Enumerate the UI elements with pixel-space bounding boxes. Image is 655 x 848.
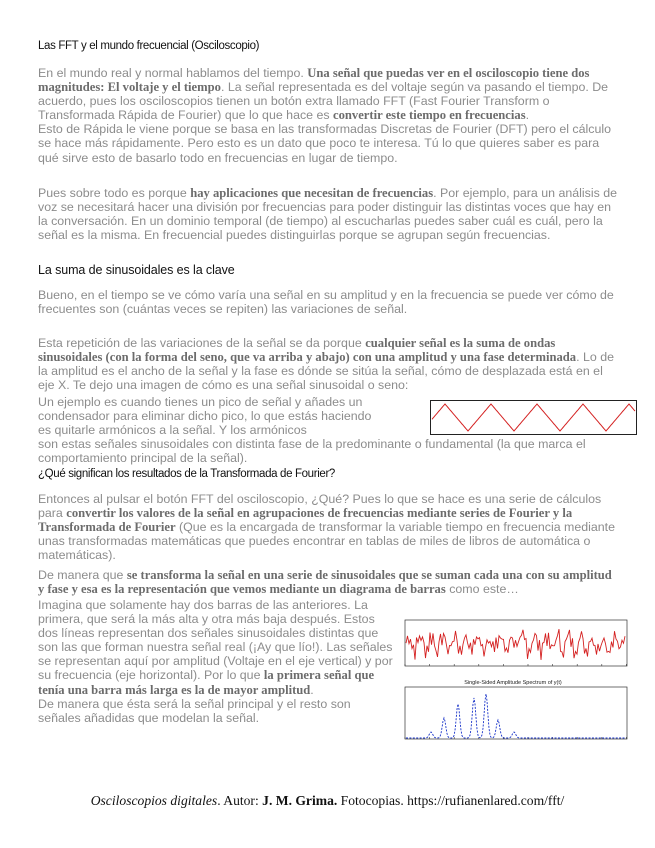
text-run: De manera que <box>38 568 127 582</box>
bold-run: Una señal que puedas ver en el osciloscopio tiene dos magnitudes: El voltaje y el tiempo <box>38 66 590 95</box>
paragraph-tiempo-frecuencia: Bueno, en el tiempo se ve cómo varía una señal en su amplitud y en la frecuencia se puede ver cómo de frecuentes son (cuántas veces se repiten) las variaciones de señal. <box>38 288 614 317</box>
text-run: Esta repetición de las variaciones de la señal se da porque <box>38 336 366 350</box>
heading-fft-mundo-frecuencial: Las FFT y el mundo frecuencial (Osciloscopio) <box>38 40 260 52</box>
paragraph-dos-barras <box>38 598 393 725</box>
bold-run: la primera señal que tenía una barra más larga es la de mayor amplitud <box>38 668 375 697</box>
text-run: Esto de Rápida le viene porque se basa en las transformadas Discretas de Fourier (DFT) pero el cálculo se hace más rápidamente. Pero esto es un dato que poco te interesa. Tú lo que quieres saber es para qué sirve esto de basarlo todo en frecuencias en lugar de tiempo. <box>38 122 612 165</box>
paragraph-repeticion <box>38 336 618 392</box>
paragraph-condensador: Un ejemplo es cuando tienes un pico de señal y añades un condensador para eliminar dicho pico, lo que estás haciendo es quitarle armónicos a la señal. Y los armónicos <box>38 395 372 438</box>
text-run: Pues sobre todo es porque <box>38 186 191 200</box>
text-run: . La señal representada es del voltaje según va pasando el tiempo. De acuerdo, pues los osciloscopios tienen un botón extra llamado FFT (Fast Fourier Transform o Transformada Rápida de Fourier) que lo que hace es <box>38 80 609 123</box>
footer-rest: Fotocopias. https://rufianenlared.com/fft/ <box>337 793 565 808</box>
time-signal-plot <box>393 618 631 676</box>
fft-spectrum-plot <box>393 677 631 749</box>
text-run: . <box>310 682 314 697</box>
text-run: como este… <box>445 582 519 597</box>
paragraph-aplicaciones <box>38 186 618 242</box>
bold-run: se transforma la señal en una serie de sinusoidales que se suman cada una con su amplitud y fase y esa es la representación que vemos mediante un diagrama de barras <box>38 568 612 597</box>
bold-run: convertir este tiempo en frecuencias <box>333 108 526 123</box>
paragraph-intro <box>38 66 618 165</box>
bold-run: cualquier señal es la suma de ondas sinusoidales (con la forma del seno, que va arriba y abajo) con una amplitud y una fase determinada <box>38 336 577 365</box>
footer-author: J. M. Grima. <box>262 793 338 808</box>
footer-sep: . Autor: <box>217 793 263 808</box>
sine-frame <box>431 401 637 435</box>
fft-plot-title: Single-Sided Amplitude Spectrum of y(t) <box>464 680 562 686</box>
text-run: . Por ejemplo, para un análisis de voz se necesitará hacer una división por frecuencias para poder distinguir las distintas voces que hay en la conversación. En un dominio temporal (de tiempo) al escucharlas puedes saber cuál es cuál, pero la señal es la misma. En frecuencial puedes distinguirlas porque se agrupan según frecuencias. <box>38 186 618 243</box>
text-run: . Lo de la amplitud es el ancho de la señal y la fase es dónde se sitúa la señal, cómo de desplazada está en el eje X. Te dejo una imagen de cómo es una señal sinusoidal o seno: <box>38 350 614 393</box>
footer-title: Osciloscopios digitales <box>90 793 218 808</box>
paragraph-armonicos: son estas señales sinusoidales con distinta fase de la predominante o fundamental (la que marca el comportamiento principal de la señal). <box>38 437 586 466</box>
text-run: (Que es la encargada de transformar la variable tiempo en frecuencia mediante unas transformadas matemáticas que puedes encontrar en tablas de miles de libros de automática o matemáticas). <box>38 520 615 563</box>
fft-plot-frame <box>405 687 627 739</box>
text-run: Imagina que solamente hay dos barras de las anteriores. La primera, que será la más alta y otra más baja después. Estos dos líneas representan dos señales sinusoidales distintas que son las que forman nuestra señal real (¡Ay que lío!). Las señales se representan aquí por amplitud (Voltaje en el eje vertical) y por su frecuencia (eje horizontal). Por lo que <box>38 598 393 683</box>
text-run: En el mundo real y normal hablamos del tiempo. <box>38 66 308 80</box>
heading-resultados-fourier: ¿Qué significan los resultados de la Transformada de Fourier? <box>38 468 335 480</box>
text-run: Entonces al pulsar el botón FFT del osciloscopio, ¿Qué? Pues lo que se hace es una serie de cálculos para <box>38 492 602 521</box>
paragraph-boton-fft <box>38 492 618 562</box>
text-run: De manera que ésta será la señal principal y el resto son señales añadidas que modelan la señal. <box>38 696 351 725</box>
footer-citation <box>0 793 655 809</box>
sine-wave-figure <box>430 400 637 435</box>
bold-run: convertir los valores de la señal en agrupaciones de frecuencias mediante series de Fourier y la Transformada de Fourier <box>38 506 573 535</box>
heading-suma-sinusoidales: La suma de sinusoidales es la clave <box>38 263 235 277</box>
paragraph-diagrama-barras <box>38 568 618 596</box>
bold-run: hay aplicaciones que necesitan de frecuencias <box>190 186 434 200</box>
text-run: . <box>525 108 530 123</box>
